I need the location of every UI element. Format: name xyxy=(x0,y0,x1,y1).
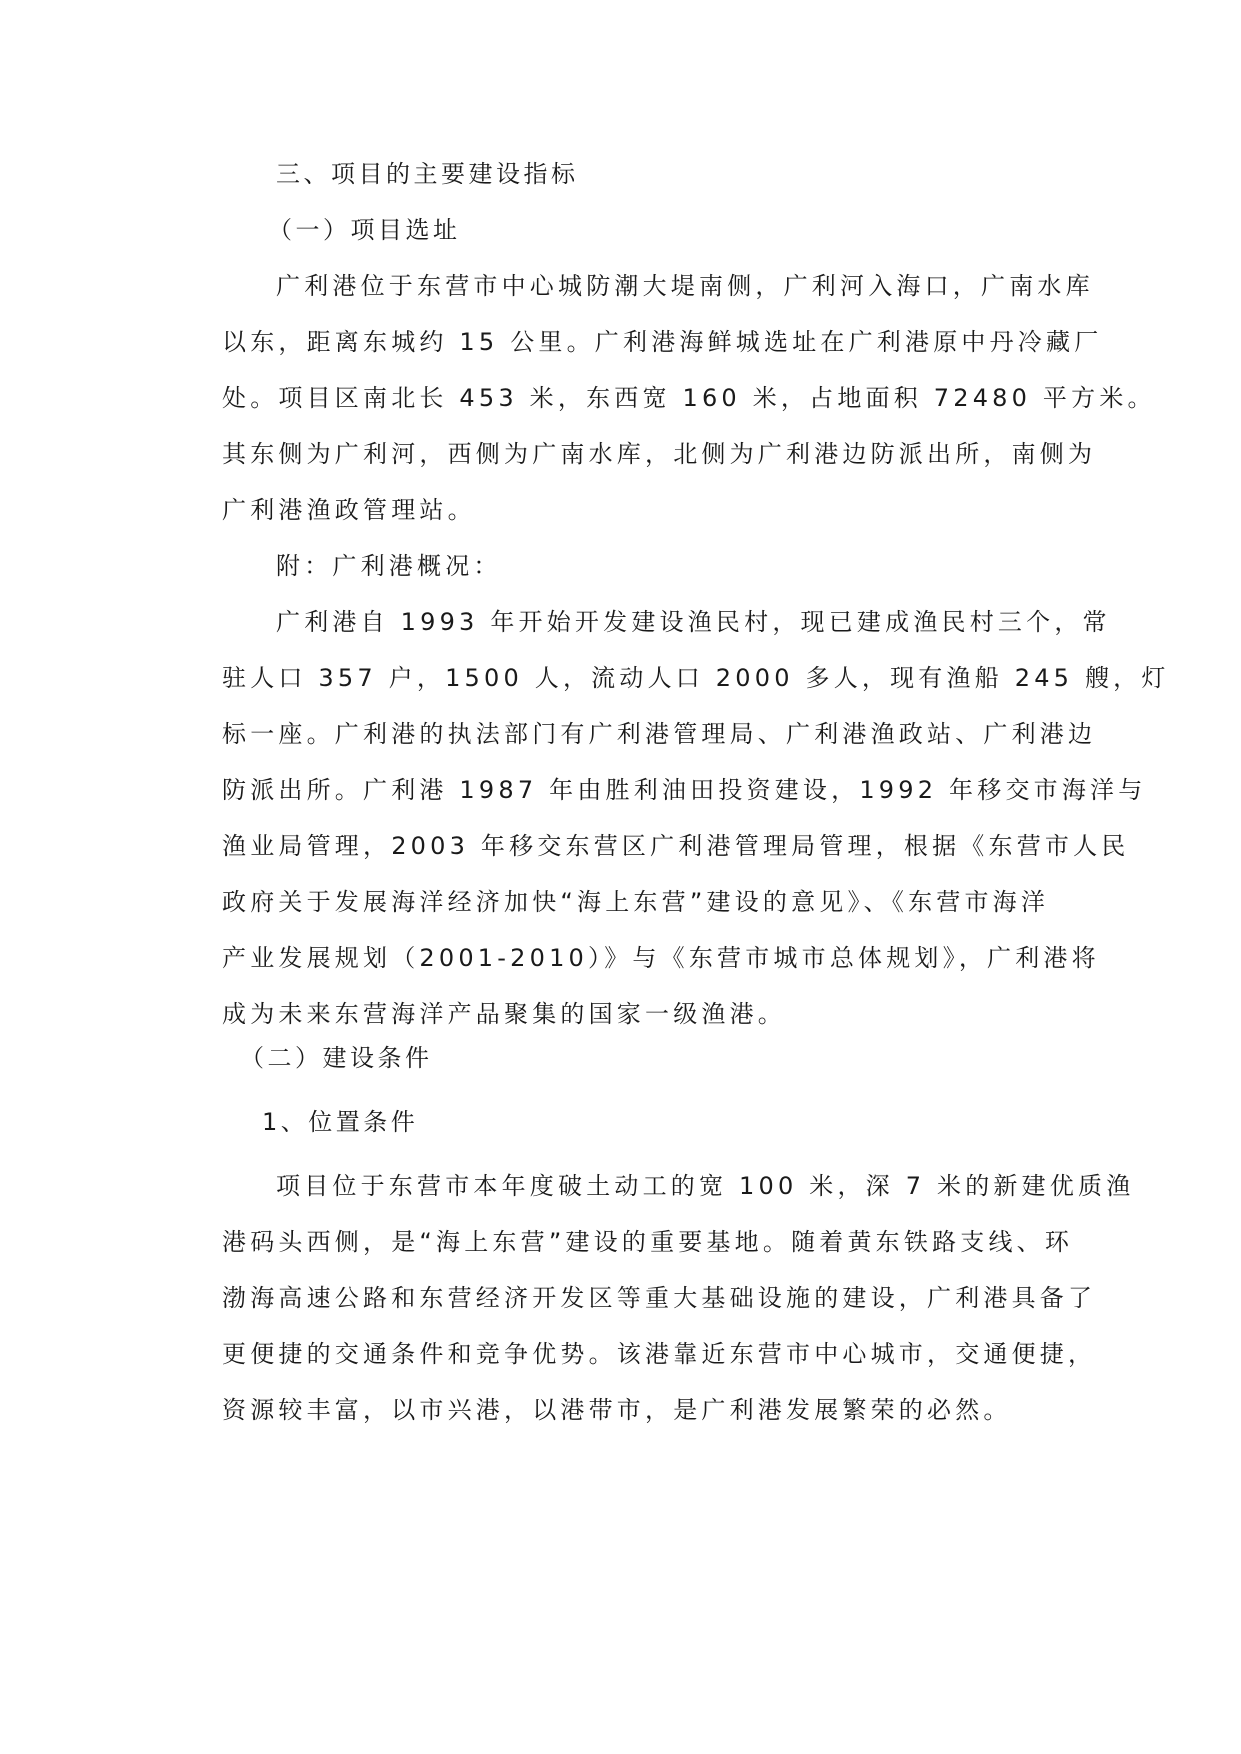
paragraph-line: 港码头西侧，是“海上东营”建设的重要基地。随着黄东铁路支线、环 xyxy=(222,1228,1074,1256)
paragraph-line: 处。项目区南北长 453 米，东西宽 160 米，占地面积 72480 平方米。 xyxy=(222,384,1156,412)
paragraph-line: 驻人口 357 户，1500 人，流动人口 2000 多人，现有渔船 245 艘，灯 xyxy=(222,664,1170,692)
subsection-title-site: （一）项目选址 xyxy=(268,216,461,244)
section-title: 三、项目的主要建设指标 xyxy=(276,160,579,188)
appendix-label: 附：广利港概况： xyxy=(276,552,502,580)
paragraph-line: 产业发展规划（2001-2010）》与《东营市城市总体规划》，广利港将 xyxy=(222,944,1100,972)
paragraph-line: 更便捷的交通条件和竞争优势。该港靠近东营市中心城市，交通便捷， xyxy=(222,1340,1097,1368)
paragraph-line: 成为未来东营海洋产品聚集的国家一级渔港。 xyxy=(222,1000,786,1028)
paragraph-line: 标一座。广利港的执法部门有广利港管理局、广利港渔政站、广利港边 xyxy=(222,720,1097,748)
paragraph-line: 政府关于发展海洋经济加快“海上东营”建设的意见》、《东营市海洋 xyxy=(222,888,1050,916)
paragraph-line: 广利港位于东营市中心城防潮大堤南侧，广利河入海口，广南水库 xyxy=(276,272,1094,300)
subsection-title-conditions: （二）建设条件 xyxy=(240,1044,433,1072)
paragraph-line: 其东侧为广利河，西侧为广南水库，北侧为广利港边防派出所，南侧为 xyxy=(222,440,1097,468)
item-title-location: 1、位置条件 xyxy=(262,1108,419,1136)
paragraph-line: 广利港自 1993 年开始开发建设渔民村，现已建成渔民村三个，常 xyxy=(276,608,1111,636)
paragraph-line: 项目位于东营市本年度破土动工的宽 100 米，深 7 米的新建优质渔 xyxy=(276,1172,1135,1200)
paragraph-line: 以东，距离东城约 15 公里。广利港海鲜城选址在广利港原中丹冷藏厂 xyxy=(222,328,1103,356)
paragraph-line: 广利港渔政管理站。 xyxy=(222,496,476,524)
paragraph-line: 防派出所。广利港 1987 年由胜利油田投资建设，1992 年移交市海洋与 xyxy=(222,776,1147,804)
paragraph-line: 渤海高速公路和东营经济开发区等重大基础设施的建设，广利港具备了 xyxy=(222,1284,1097,1312)
paragraph-line: 渔业局管理，2003 年移交东营区广利港管理局管理，根据《东营市人民 xyxy=(222,832,1130,860)
paragraph-line: 资源较丰富，以市兴港，以港带市，是广利港发展繁荣的必然。 xyxy=(222,1396,1012,1424)
